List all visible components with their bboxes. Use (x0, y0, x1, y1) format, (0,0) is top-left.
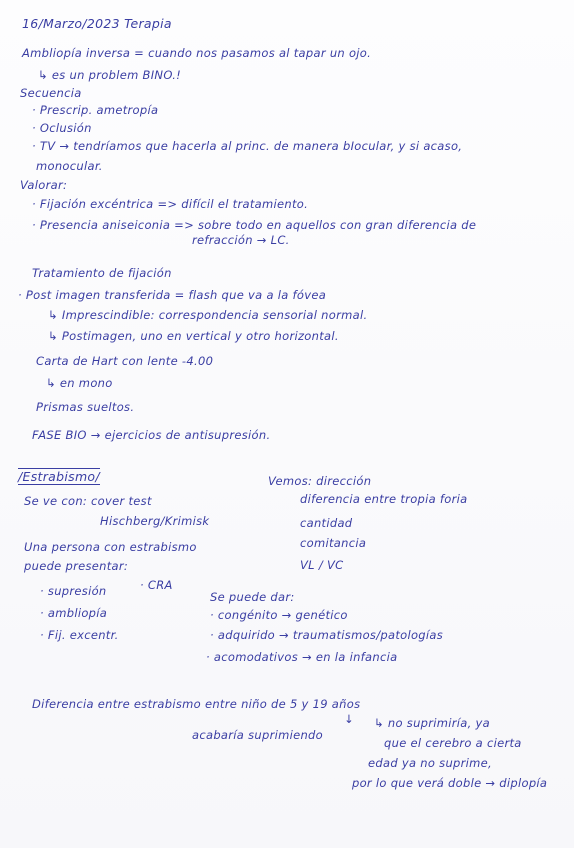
ambliopia-line: Ambliopía inversa = cuando nos pasamos al tapar un ojo. (22, 46, 372, 60)
secuencia-item-1: · Prescrip. ametropía (32, 103, 159, 117)
valorar-item-1: · Fijación excéntrica => difícil el tratamiento. (32, 197, 309, 211)
persona-line-1: Una persona con estrabismo (24, 540, 197, 554)
ambliopia-sub: ↳ es un problem BINO.! (38, 68, 182, 82)
secuencia-item-3: · TV → tendríamos que hacerla al princ. de manera bIocular, y si acaso, (32, 139, 463, 153)
vemos-item-2: cantidad (300, 516, 353, 530)
no-suprimiria-line-3: edad ya no suprime, (368, 756, 493, 770)
vemos-item-1: diferencia entre tropia foria (300, 492, 468, 506)
vemos-item-4: VL / VC (300, 558, 344, 572)
presenta-fij: · Fij. excentr. (40, 628, 119, 642)
puede-dar-item-2: · adquirido → traumatismos/patologías (210, 628, 444, 642)
valorar-item-2b: refracción → LC. (192, 233, 290, 247)
hischberg-line: Hischberg/Krimisk (100, 514, 210, 528)
vemos-item-3: comitancia (300, 536, 367, 550)
valorar-item-2: · Presencia aniseiconia => sobre todo en aquellos con gran diferencia de (32, 218, 477, 232)
arrow-down-icon: ↓ (344, 712, 354, 726)
puede-dar-item-3: · acomodativos → en la infancia (206, 650, 398, 664)
post-imagen-sub-1: ↳ Imprescindible: correspondencia sensorial normal. (48, 308, 368, 322)
secuencia-item-3b: monocular. (36, 159, 103, 173)
puede-dar-heading: Se puede dar: (210, 590, 295, 604)
fase-bio-line: FASE BIO → ejercicios de antisupresión. (32, 428, 271, 442)
post-imagen-sub-2: ↳ Postimagen, uno en vertical y otro horizontal. (48, 329, 339, 343)
carta-line: Carta de Hart con lente -4.00 (36, 354, 214, 368)
estrabismo-heading: /Estrabismo/ (18, 469, 100, 484)
carta-sub: ↳ en mono (46, 376, 113, 390)
no-suprimiria-line-1: ↳ no suprimiría, ya (374, 716, 491, 730)
tratamiento-heading: Tratamiento de fijación (32, 266, 172, 280)
diferencia-line: Diferencia entre estrabismo entre niño de 5 y 19 años (32, 697, 361, 711)
acabaria-line: acabaría suprimiendo (192, 728, 323, 742)
valorar-heading: Valorar: (20, 178, 68, 192)
no-suprimiria-line-4: por lo que verá doble → diplopía (352, 776, 548, 790)
secuencia-heading: Secuencia (20, 86, 82, 100)
no-suprimiria-line-2: que el cerebro a cierta (384, 736, 522, 750)
persona-line-2: puede presentar: (24, 559, 129, 573)
puede-dar-item-1: · congénito → genético (210, 608, 348, 622)
presenta-ambliopia: · ambliopía (40, 606, 108, 620)
presenta-cra: · CRA (140, 578, 173, 592)
date-line: 16/Marzo/2023 Terapia (22, 16, 172, 31)
presenta-supresion: · supresión (40, 584, 107, 598)
vemos-heading: Vemos: dirección (268, 474, 372, 488)
post-imagen-line: · Post imagen transferida = flash que va a la fóvea (18, 288, 327, 302)
prismas-line: Prismas sueltos. (36, 400, 135, 414)
se-ve-line: Se ve con: cover test (24, 494, 152, 508)
secuencia-item-2: · Oclusión (32, 121, 92, 135)
